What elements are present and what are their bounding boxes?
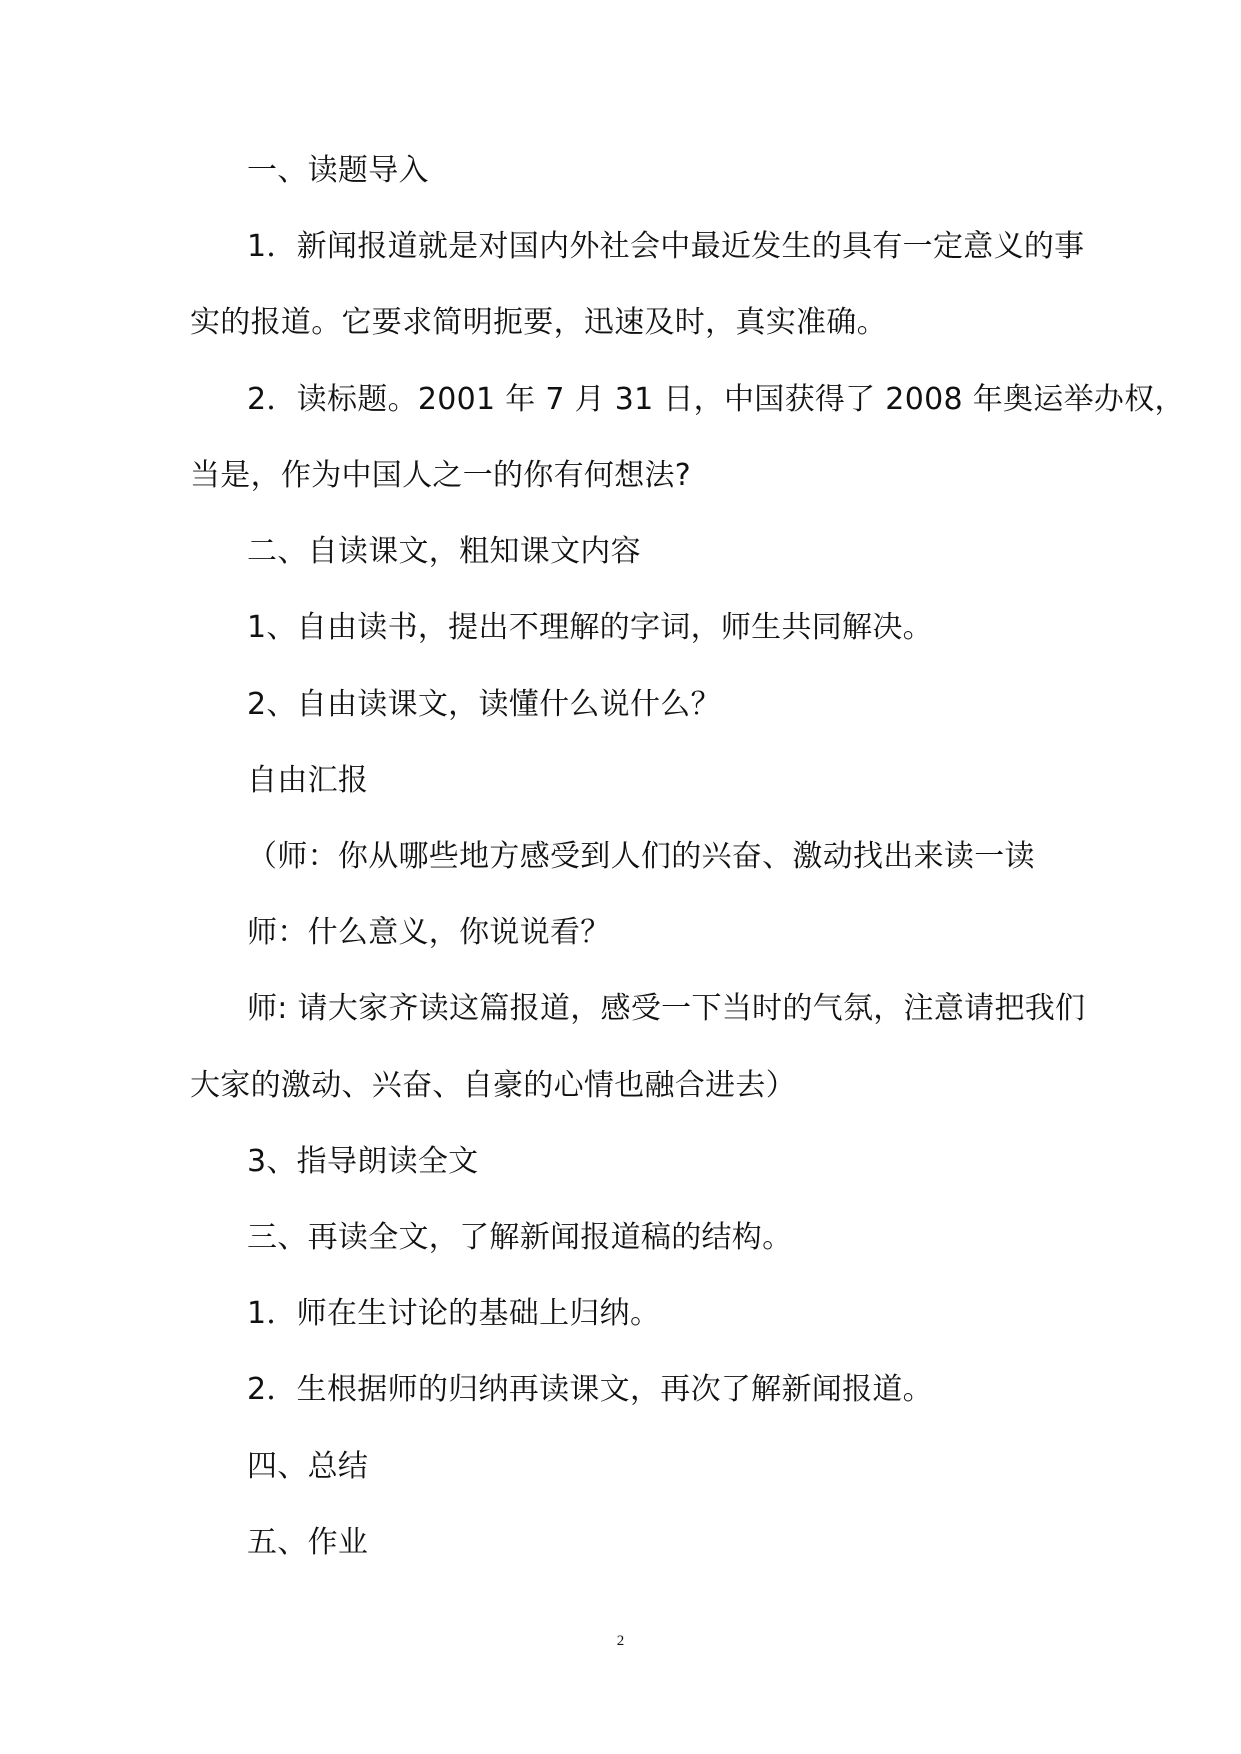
paragraph-news-definition-line-2: 实的报道。它要求简明扼要，迅速及时，真实准确。 [190, 305, 887, 340]
teacher-prompt-excitement: （师：你从哪些地方感受到人们的兴奋、激动找出来读一读 [247, 839, 1035, 874]
step-teacher-summary: 1．师在生讨论的基础上归纳。 [247, 1296, 661, 1331]
step-guided-reading: 3、指导朗读全文 [247, 1144, 479, 1179]
page-number: 2 [616, 1633, 625, 1649]
paragraph-news-definition-line-1: 1．新闻报道就是对国内外社会中最近发生的具有一定意义的事 [247, 229, 1085, 264]
step-read-understand: 2、自由读课文，读懂什么说什么？ [247, 687, 721, 722]
paragraph-title-reading-line-2: 当是，作为中国人之一的你有何想法? [190, 458, 692, 493]
free-report-label: 自由汇报 [247, 763, 369, 798]
heading-self-reading: 二、自读课文，粗知课文内容 [247, 534, 641, 569]
teacher-prompt-meaning: 师：什么意义，你说说看？ [247, 915, 611, 950]
teacher-prompt-read-together-line-1: 师: 请大家齐读这篇报道，感受一下当时的气氛，注意请把我们 [247, 991, 1086, 1026]
heading-homework: 五、作业 [247, 1525, 369, 1560]
step-student-reread: 2．生根据师的归纳再读课文，再次了解新闻报道。 [247, 1372, 933, 1407]
heading-summary: 四、总结 [247, 1449, 369, 1484]
heading-reread-structure: 三、再读全文，了解新闻报道稿的结构。 [247, 1220, 793, 1255]
heading-reading-intro: 一、读题导入 [247, 153, 429, 188]
teacher-prompt-read-together-line-2: 大家的激动、兴奋、自豪的心情也融合进去） [190, 1068, 796, 1103]
step-free-reading: 1、自由读书，提出不理解的字词，师生共同解决。 [247, 610, 933, 645]
paragraph-title-reading-line-1: 2．读标题。2001 年 7 月 31 日，中国获得了 2008 年奥运举办权， [247, 382, 1185, 417]
